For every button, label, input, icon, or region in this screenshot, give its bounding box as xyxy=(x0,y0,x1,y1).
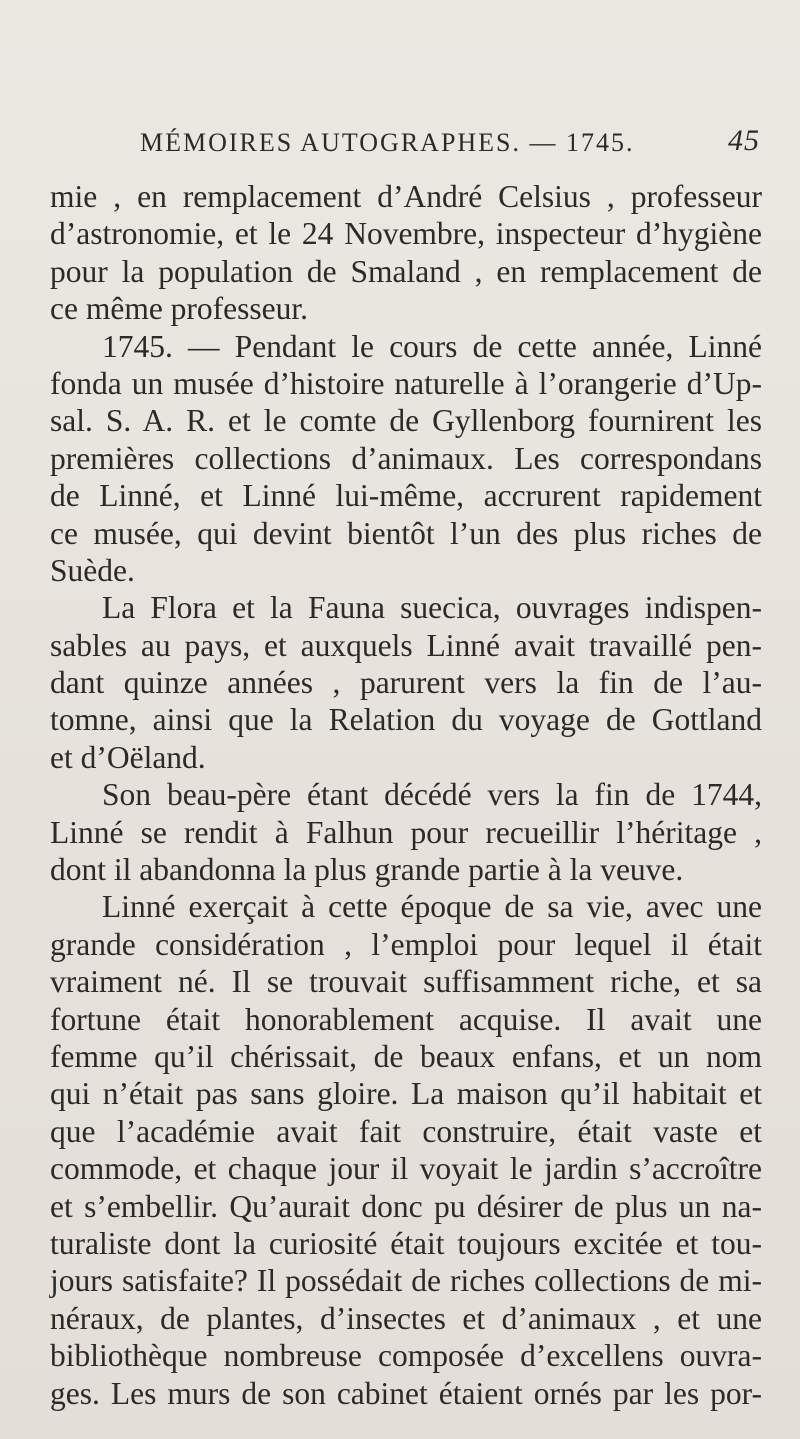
text-line: de Linné, et Linné lui-même, accrurent rapidement xyxy=(50,478,762,514)
text-line: néraux, de plantes, d’insectes et d’animaux , et une xyxy=(50,1300,762,1336)
text-line: que l’académie avait fait construire, était vaste et xyxy=(50,1113,762,1149)
text-line: Suède. xyxy=(50,552,135,588)
running-title: MÉMOIRES AUTOGRAPHES. — 1745. xyxy=(140,128,635,157)
text-line: femme qu’il chérissait, de beaux enfans, et un nom xyxy=(50,1038,762,1074)
text-line: pour la population de Smaland , en remplacement de xyxy=(50,253,762,289)
text-line: Linné se rendit à Falhun pour recueillir l’héritage , xyxy=(50,814,762,850)
text-line: qui n’était pas sans gloire. La maison qu’il habitait et xyxy=(50,1076,762,1112)
text-line: ce musée, qui devint bientôt l’un des plus riches de xyxy=(50,515,762,551)
text-line: fortune était honorablement acquise. Il avait une xyxy=(50,1001,762,1037)
text-line: turaliste dont la curiosité était toujours excitée et tou- xyxy=(50,1225,762,1261)
text-line: et d’Oëland. xyxy=(50,739,206,775)
text-line: vraiment né. Il se trouvait suffisamment riche, et sa xyxy=(50,964,762,1000)
text-line: 1745. — Pendant le cours de cette année, Linné xyxy=(102,328,762,364)
text-line: grande considération , l’emploi pour lequel il était xyxy=(50,926,762,962)
text-line: bibliothèque nombreuse composée d’excellens ouvra- xyxy=(50,1338,762,1374)
page-number: 45 xyxy=(728,124,760,157)
text-line: ges. Les murs de son cabinet étaient ornés par les por- xyxy=(50,1375,762,1411)
text-line: sal. S. A. R. et le comte de Gyllenborg fournirent les xyxy=(50,403,762,439)
text-line: fonda un musée d’histoire naturelle à l’orangerie d’Up- xyxy=(50,365,762,401)
text-line: Linné exerçait à cette époque de sa vie, avec une xyxy=(102,889,762,925)
text-line: La Flora et la Fauna suecica, ouvrages indispen- xyxy=(102,590,762,626)
text-line: et s’embellir. Qu’aurait donc pu désirer de plus un na- xyxy=(50,1188,762,1224)
text-line: Son beau-père étant décédé vers la fin de 1744, xyxy=(102,777,762,813)
text-line: d’astronomie, et le 24 Novembre, inspecteur d’hygiène xyxy=(50,216,762,252)
body-text xyxy=(50,178,762,1412)
running-head xyxy=(140,124,760,168)
text-line: premières collections d’animaux. Les correspondans xyxy=(50,440,762,476)
text-line: ce même professeur. xyxy=(50,291,309,327)
text-line: jours satisfaite? Il possédait de riches collections de mi- xyxy=(50,1263,762,1299)
text-line: sables au pays, et auxquels Linné avait travaillé pen- xyxy=(50,627,762,663)
text-line: tomne, ainsi que la Relation du voyage de Gottland xyxy=(50,702,762,738)
text-line: commode, et chaque jour il voyait le jardin s’accroître xyxy=(50,1151,762,1187)
text-line: mie , en remplacement d’André Celsius , professeur xyxy=(50,179,762,214)
text-line: dont il abandonna la plus grande partie à la veuve. xyxy=(50,852,684,888)
text-line: dant quinze années , parurent vers la fin de l’au- xyxy=(50,665,762,701)
